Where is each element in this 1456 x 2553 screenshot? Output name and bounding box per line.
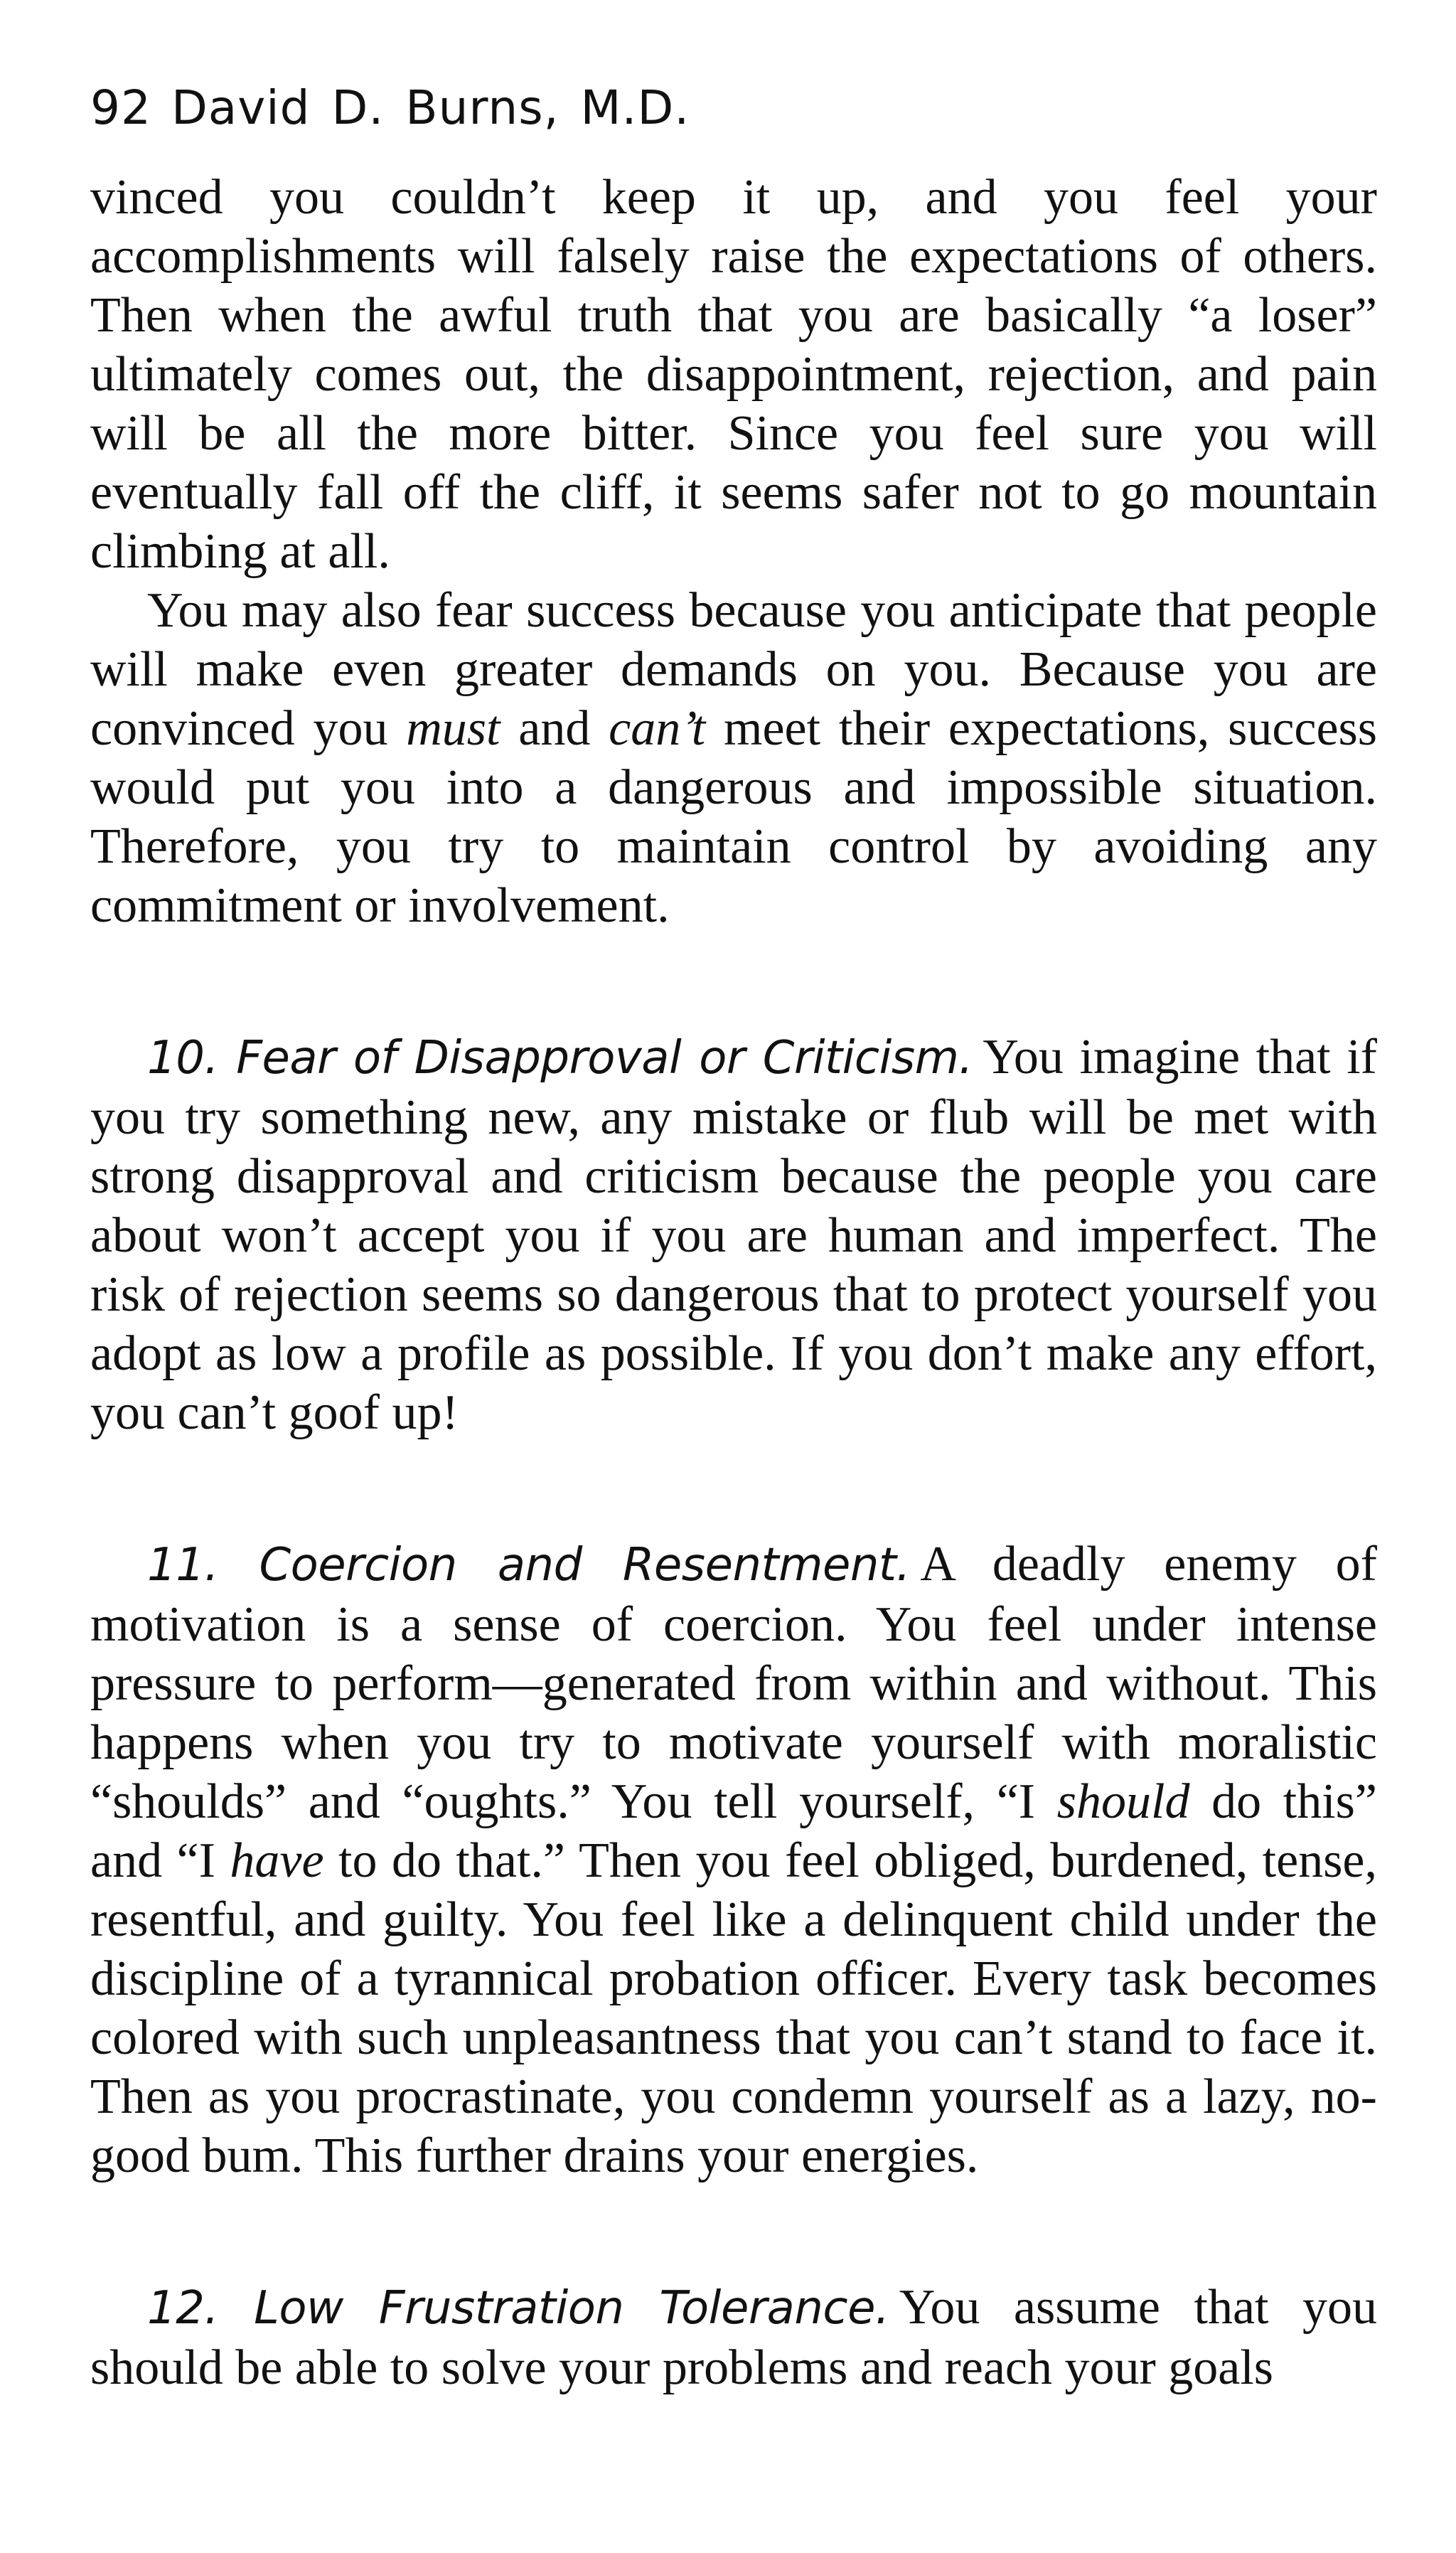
emphasis-must: must	[406, 701, 500, 756]
author-name: David D. Burns, M.D.	[171, 80, 690, 135]
emphasis-have: have	[230, 1833, 324, 1888]
section-10	[90, 1028, 1377, 1442]
book-page	[90, 80, 1377, 2397]
paragraph-text: meet their expectations, success would put you into a dangerous and impossible situation. Therefore, you try to maintain control by avoiding any commitment or involvement.	[90, 701, 1378, 933]
section-11	[90, 1535, 1377, 2185]
section-body: A deadly enemy of motivation is a sense of coercion. You feel under intense pressure to perform—generated from within and without. This happens when you try to motivate yourself with moralistic “shoulds” and “oughts.” You tell yourself, “I	[90, 1537, 1377, 1829]
page-number: 92	[90, 80, 151, 135]
emphasis-cant: can’t	[609, 701, 706, 756]
section-body: You imagine that if you try something new, any mistake or flub will be met with strong disapproval and criticism because the people you care about won’t accept you if you are human and imperfect. The risk of rejection seems so dangerous that to protect yourself you adopt as low a profile as possible. If you don’t make any effort, you can’t goof up!	[90, 1030, 1377, 1440]
section-body: do this” and “I	[90, 1774, 1377, 1888]
emphasis-should: should	[1056, 1774, 1190, 1829]
running-head	[90, 80, 1377, 137]
section-heading: 11. Coercion and Resentment.	[147, 1539, 911, 1592]
paragraph-text: vinced you couldn’t keep it up, and you feel your accomplishments will falsely raise the expectations of others. Then when the awful truth that you are basically “a loser” ultimately comes out, the disappointment, rejection, and pain will be all the more bitter. Since you feel sure you will eventually fall off the cliff, it seems safer not to go mountain climbing at all.	[90, 170, 1377, 579]
section-body: You assume that you should be able to solve your problems and reach your goals	[90, 2280, 1377, 2395]
paragraph-text: You may also fear success because you anticipate that people will make even greater demands on you. Because you are convinced you	[90, 583, 1377, 756]
paragraph-continued	[90, 168, 1377, 581]
section-body: to do that.” Then you feel obliged, burdened, tense, resentful, and guilty. You feel like a delinquent child under the discipline of a tyrannical probation officer. Every task becomes colored with such unpleasantness that you can’t stand to face it. Then as you procrastinate, you condemn yourself as a lazy, no-good bum. This further drains your energies.	[90, 1833, 1378, 2183]
paragraph-fear-of-success	[90, 581, 1377, 935]
section-heading: 12. Low Frustration Tolerance.	[147, 2282, 889, 2335]
paragraph-text: and	[500, 701, 609, 756]
section-heading: 10. Fear of Disapproval or Criticism.	[147, 1032, 973, 1084]
section-12	[90, 2278, 1377, 2397]
